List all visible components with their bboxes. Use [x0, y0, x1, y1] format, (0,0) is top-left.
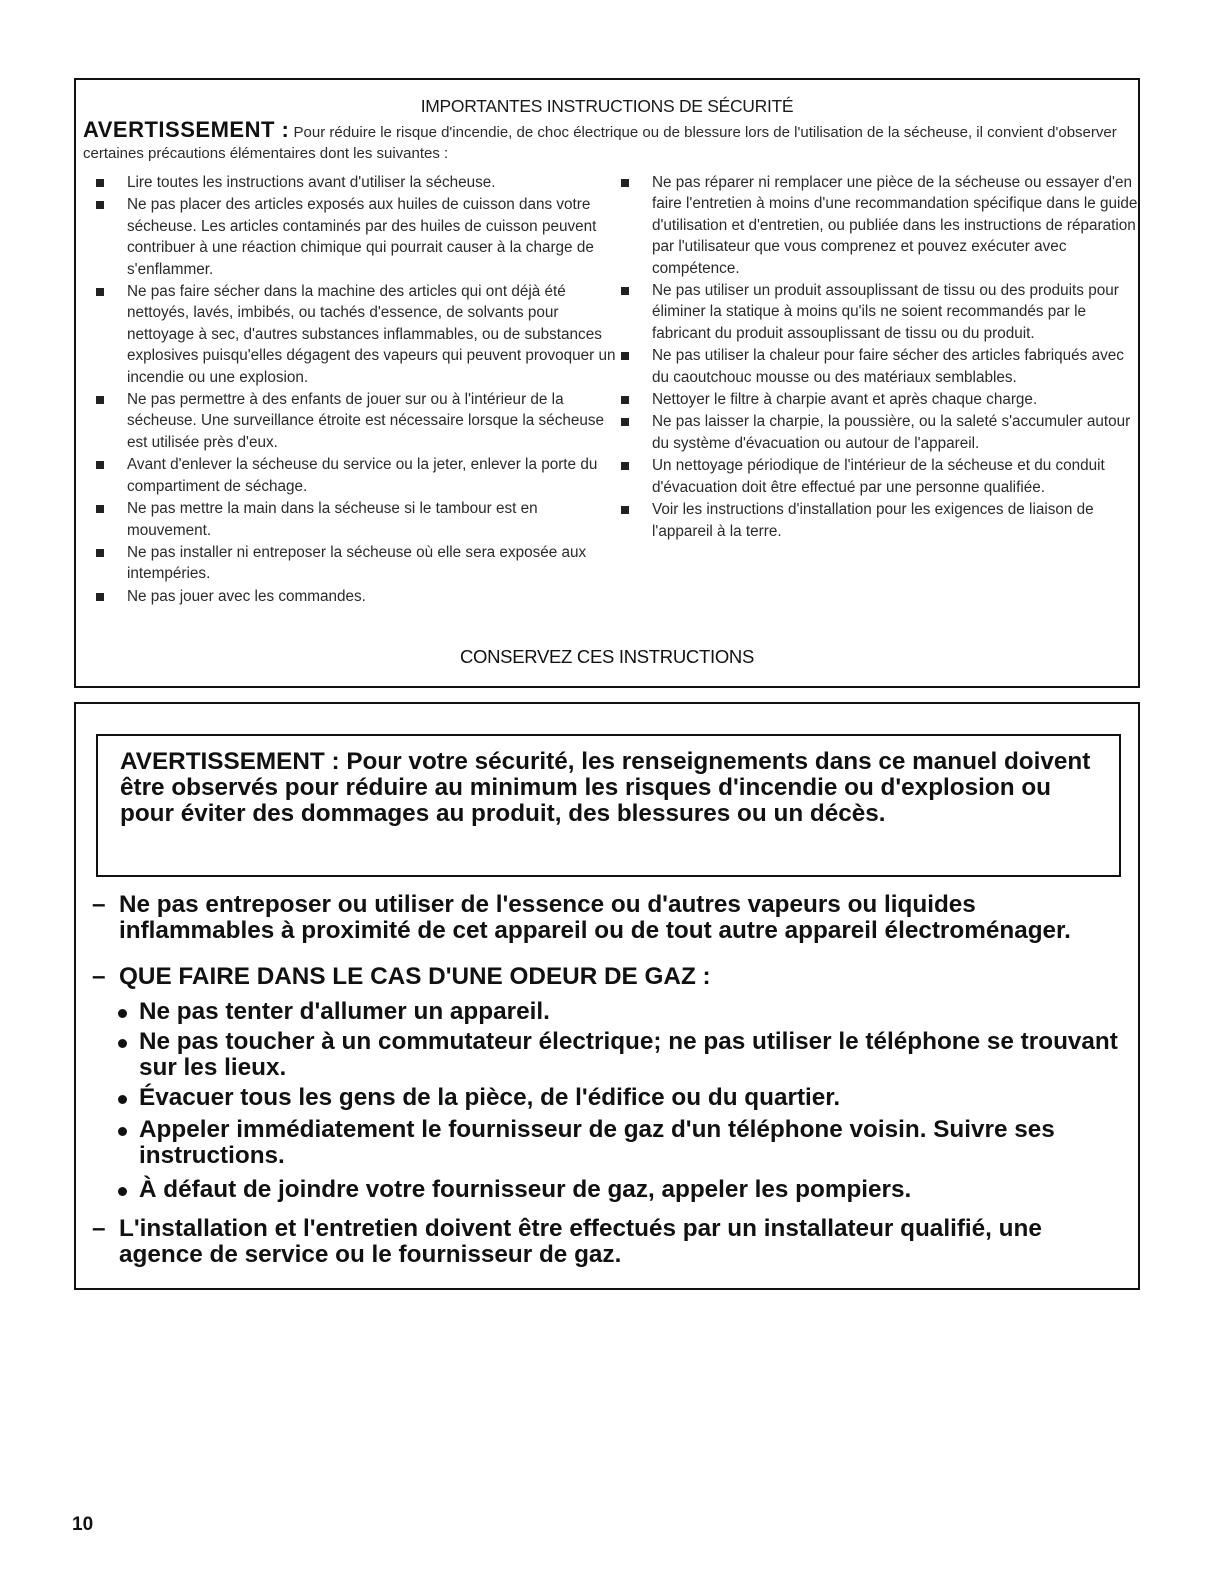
instruction-columns: [76, 172, 1138, 637]
square-bullet-icon: [621, 418, 629, 426]
right-column: [621, 172, 1141, 543]
warning-label: AVERTISSEMENT :: [83, 117, 290, 142]
inner-warning-box: [96, 734, 1121, 877]
square-bullet-icon: [621, 396, 629, 404]
square-bullet-icon: [96, 505, 104, 513]
safety-heading: IMPORTANTES INSTRUCTIONS DE SÉCURITÉ: [420, 96, 794, 116]
round-bullet-icon: [118, 1095, 127, 1104]
save-instructions-footer: CONSERVEZ CES INSTRUCTIONS: [459, 646, 755, 667]
square-bullet-icon: [621, 179, 629, 187]
square-bullet-icon: [96, 396, 104, 404]
list-item: Ne pas utiliser un produit assouplissant de tissu ou des produits pour éliminer la statique à moins qu'ils ne soient recommandés par le fabricant du produit assouplissant de tissu ou du produit.: [621, 280, 1141, 344]
gas-warning-box: [74, 702, 1140, 1290]
gas-odor-step: À défaut de joindre votre fournisseur de gaz, appeler les pompiers.: [118, 1177, 1118, 1203]
square-bullet-icon: [96, 288, 104, 296]
page-number: 10: [72, 1514, 94, 1535]
gas-instruction-item: – L'installation et l'entretien doivent être effectués par un installateur qualifié, une agence de service ou le fournisseur de gaz.: [92, 1215, 1042, 1268]
list-item: Un nettoyage périodique de l'intérieur de la sécheuse et du conduit d'évacuation doit être effectué par une personne qualifiée.: [621, 455, 1141, 498]
list-item: Lire toutes les instructions avant d'utiliser la sécheuse.: [96, 172, 616, 193]
gas-odor-heading: – QUE FAIRE DANS LE CAS D'UNE ODEUR DE GAZ :: [92, 963, 711, 990]
square-bullet-icon: [621, 506, 629, 514]
list-item: Ne pas installer ni entreposer la sécheuse où elle sera exposée aux intempéries.: [96, 542, 616, 585]
square-bullet-icon: [96, 461, 104, 469]
square-bullet-icon: [96, 179, 104, 187]
square-bullet-icon: [621, 462, 629, 470]
list-item: Ne pas mettre la main dans la sécheuse si le tambour est en mouvement.: [96, 498, 616, 541]
list-item: Ne pas faire sécher dans la machine des articles qui ont déjà été nettoyés, lavés, imbibés, ou tachés d'essence, de solvants pour nettoyage à sec, d'autres substances inflammables, ou de substances explosives puisqu'elles dégagent des vapeurs qui peuvent provoquer un incendie ou une explosion.: [96, 281, 616, 388]
round-bullet-icon: [118, 1039, 127, 1048]
list-item: Ne pas jouer avec les commandes.: [96, 586, 616, 607]
list-item: Ne pas utiliser la chaleur pour faire sécher des articles fabriqués avec du caoutchouc mousse ou des matériaux semblables.: [621, 345, 1141, 388]
square-bullet-icon: [96, 549, 104, 557]
square-bullet-icon: [96, 593, 104, 601]
gas-odor-step: Appeler immédiatement le fournisseur de gaz d'un téléphone voisin. Suivre ses instructions.: [118, 1117, 1118, 1169]
list-item: Ne pas placer des articles exposés aux huiles de cuisson dans votre sécheuse. Les articles contaminés par des huiles de cuisson peuvent contribuer à une réaction chimique qui pourrait causer à la charge de s'enflammer.: [96, 194, 616, 280]
gas-odor-step: Évacuer tous les gens de la pièce, de l'édifice ou du quartier.: [118, 1085, 1118, 1111]
list-item: Ne pas permettre à des enfants de jouer sur ou à l'intérieur de la sécheuse. Une surveillance étroite est nécessaire lorsque la sécheuse est utilisée près d'eux.: [96, 389, 616, 453]
square-bullet-icon: [621, 287, 629, 295]
dash-bullet: –: [92, 891, 106, 918]
round-bullet-icon: [118, 1009, 127, 1018]
list-item: Avant d'enlever la sécheuse du service ou la jeter, enlever la porte du compartiment de séchage.: [96, 454, 616, 497]
warning-intro: [83, 119, 1123, 164]
safety-instructions-box: [74, 78, 1140, 688]
gas-warning-text: AVERTISSEMENT : Pour votre sécurité, les renseignements dans ce manuel doivent être observés pour réduire au minimum les risques d'incendie ou d'explosion ou pour éviter des dommages au produit, des blessures ou un décès.: [120, 748, 1091, 827]
gas-odor-step: Ne pas toucher à un commutateur électrique; ne pas utiliser le téléphone se trouvant sur les lieux.: [118, 1029, 1118, 1081]
square-bullet-icon: [96, 201, 104, 209]
gas-odor-step: Ne pas tenter d'allumer un appareil.: [118, 999, 1118, 1025]
round-bullet-icon: [118, 1127, 127, 1136]
dash-bullet: –: [92, 963, 106, 990]
gas-instruction-item: – Ne pas entreposer ou utiliser de l'essence ou d'autres vapeurs ou liquides inflammables à proximité de cet appareil ou de tout autre appareil électroménager.: [92, 891, 1071, 944]
dash-bullet: –: [92, 1215, 106, 1242]
warning-intro-text: Pour réduire le risque d'incendie, de choc électrique ou de blessure lors de l'utilisation de la sécheuse, il convient d'observer certaines précautions élémentaires dont les suivantes :: [83, 124, 1117, 162]
square-bullet-icon: [621, 352, 629, 360]
list-item: Nettoyer le filtre à charpie avant et après chaque charge.: [621, 389, 1141, 410]
list-item: Ne pas réparer ni remplacer une pièce de la sécheuse ou essayer d'en faire l'entretien à moins d'une recommandation spécifique dans le guide d'utilisation et d'entretien, ou publiée dans les instructions de réparation par l'utilisateur que vous comprenez et pouvez exécuter avec compétence.: [621, 172, 1141, 279]
left-column: [96, 172, 616, 608]
list-item: Ne pas laisser la charpie, la poussière, ou la saleté s'accumuler autour du système d'évacuation ou autour de l'appareil.: [621, 411, 1141, 454]
list-item: Voir les instructions d'installation pour les exigences de liaison de l'appareil à la terre.: [621, 499, 1141, 542]
round-bullet-icon: [118, 1187, 127, 1196]
